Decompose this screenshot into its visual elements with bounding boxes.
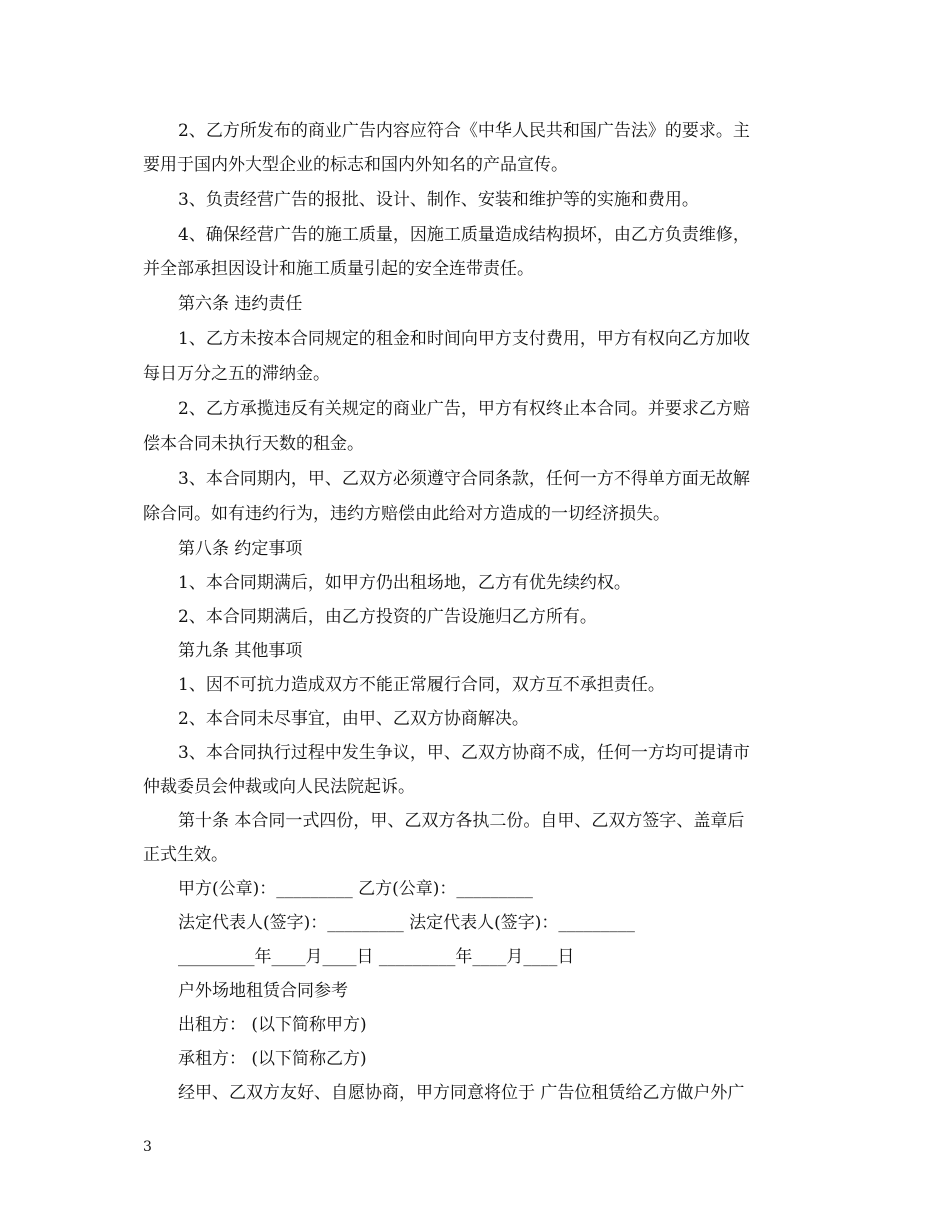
paragraph-line: 除合同。如有违约行为，违约方赔偿由此给对方造成的一切经济损失。 — [143, 504, 670, 524]
paragraph-line: 经甲、乙双方友好、自愿协商，甲方同意将位于 广告位租赁给乙方做户外广 — [178, 1083, 745, 1103]
paragraph-line: 2、本合同未尽事宜，由甲、乙双方协商解决。 — [178, 709, 529, 729]
paragraph-line: 2、乙方承揽违反有关规定的商业广告，甲方有权终止本合同。并要求乙方赔 — [178, 399, 750, 419]
page-number: 3 — [143, 1139, 152, 1155]
paragraph-line: 每日万分之五的滞纳金。 — [143, 364, 330, 384]
section-heading: 第八条 约定事项 — [178, 539, 303, 559]
document-subtitle: 户外场地租赁合同参考 — [178, 981, 348, 1001]
paragraph-line: 2、本合同期满后，由乙方投资的广告设施归乙方所有。 — [178, 607, 597, 627]
paragraph-line: 1、本合同期满后，如甲方仍出租场地，乙方有优先续约权。 — [178, 573, 631, 593]
paragraph-line: 2、乙方所发布的商业广告内容应符合《中华人民共和国广告法》的要求。主 — [178, 121, 750, 141]
signature-line: 甲方(公章)：_________ 乙方(公章)：_________ — [178, 879, 533, 899]
paragraph-line: 正式生效。 — [143, 845, 228, 865]
paragraph-line: 要用于国内外大型企业的标志和国内外知名的产品宣传。 — [143, 155, 568, 175]
paragraph-line: 仲裁委员会仲裁或向人民法院起诉。 — [143, 777, 415, 797]
paragraph-line: 3、本合同执行过程中发生争议，甲、乙双方协商不成，任何一方均可提请市 — [178, 743, 750, 763]
paragraph-line: 第十条 本合同一式四份，甲、乙双方各执二份。自甲、乙双方签字、盖章后 — [178, 811, 745, 831]
section-heading: 第六条 违约责任 — [178, 294, 303, 314]
paragraph-line: 1、乙方未按本合同规定的租金和时间向甲方支付费用，甲方有权向乙方加收 — [178, 329, 750, 349]
party-line: 出租方： (以下简称甲方) — [178, 1015, 367, 1035]
section-heading: 第九条 其他事项 — [178, 641, 303, 661]
signature-line: 法定代表人(签字)：_________ 法定代表人(签字)：_________ — [178, 913, 635, 933]
party-line: 承租方： (以下简称乙方) — [178, 1049, 367, 1069]
paragraph-line: 3、负责经营广告的报批、设计、制作、安装和维护等的实施和费用。 — [178, 190, 699, 210]
paragraph-line: 偿本合同未执行天数的租金。 — [143, 434, 364, 454]
paragraph-line: 并全部承担因设计和施工质量引起的安全连带责任。 — [143, 259, 534, 279]
paragraph-line: 4、确保经营广告的施工质量，因施工质量造成结构损坏，由乙方负责维修， — [178, 225, 750, 245]
paragraph-line: 1、因不可抗力造成双方不能正常履行合同，双方互不承担责任。 — [178, 675, 665, 695]
date-line: _________年____月____日 _________年____月____日 — [178, 947, 575, 967]
paragraph-line: 3、本合同期内，甲、乙双方必须遵守合同条款，任何一方不得单方面无故解 — [178, 469, 750, 489]
